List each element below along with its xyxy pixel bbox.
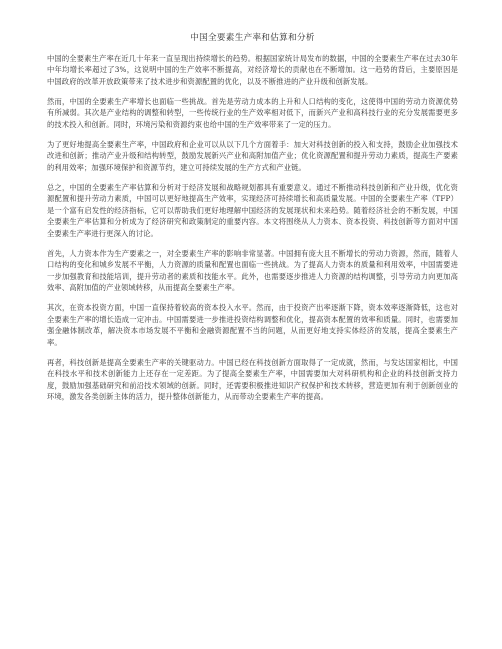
paragraph-measures: 为了更好地提高全要素生产率，中国政府和企业可以从以下几个方面着手：加大对科技创新的投入和支持，鼓励企业加强技术改进和创新；推动产业升级和结构转型，鼓励发展新兴产业和高附加值产业；优化资源配置和提升劳动力素质，提高生产要素的利用效率；加强环境保护和资源节约，建立可持续发展的生产方式和产业链。 bbox=[47, 140, 458, 172]
paragraph-human-capital: 首先，人力资本作为生产要素之一，对全要素生产率的影响非常显著。中国拥有庞大且不断增长的劳动力资源，然而，随着人口结构的变化和城乡发展不平衡，人力资源的质量和配置也面临一些挑战。为了提高人力资本的质量和利用效率，中国需要进一步加强教育和技能培训，提升劳动者的素质和技能水平。此外，也需要逐步推进人力资源的结构调整，引导劳动力向更加高效率、高附加值的产业领域转移，从而提高全要素生产率。 bbox=[47, 248, 458, 293]
paragraph-capital-investment: 其次，在资本投资方面，中国一直保持着较高的资本投入水平。然而，由于投资产出率逐渐下降，资本效率逐渐降低，这也对全要素生产率的增长造成一定冲击。中国需要进一步推进投资结构调整和优化，提高资本配置的效率和质量。同时，也需要加强金融体制改革，解决资本市场发展不平衡和金融资源配置不当的问题，从而更好地支持实体经济的发展，提高全要素生产率。 bbox=[47, 303, 458, 347]
paragraph-intro: 中国的全要素生产率在近几十年来一直呈现出持续增长的趋势。根据国家统计局发布的数据，中国的全要素生产率在过去30年中年均增长率超过了3%，这说明中国的生产效率不断提高，对经济增长的贡献也在不断增加。这一趋势的背后，主要原因是中国政府的改革开放政策带来了技术进步和资源配置的优化，以及不断推进的产业升级和创新发展。 bbox=[47, 54, 458, 86]
paragraph-innovation: 再者，科技创新是提高全要素生产率的关键驱动力。中国已经在科技创新方面取得了一定成就，然而，与发达国家相比，中国在科技水平和技术创新能力上还存在一定差距。为了提高全要素生产率，中国需要加大对科研机构和企业的科技创新支持力度，鼓励加强基础研究和前沿技术领域的创新。同时，还需要积极推进知识产权保护和技术转移，营造更加有利于创新创业的环境，激发各类创新主体的活力，提升整体创新能力，从而带动全要素生产率的提高。 bbox=[47, 357, 458, 401]
document-title: 中国全要素生产率和估算和分析 bbox=[190, 33, 315, 43]
paragraph-challenges: 然而，中国的全要素生产率增长也面临一些挑战。首先是劳动力成本的上升和人口结构的变化，这使得中国的劳动力资源优势有所减弱。其次是产业结构的调整和转型，一些传统行业的生产效率相对低下，而新兴产业和高科技行业的充分发展需要更多的技术投入和创新。同时，环境污染和资源约束也给中国的生产效率带来了一定的压力。 bbox=[47, 97, 458, 129]
paragraph-summary: 总之，中国的全要素生产率估算和分析对于经济发展和战略规划都具有重要意义。通过不断推动科技创新和产业升级，优化资源配置和提升劳动力素质，中国可以更好地提高生产效率，实现经济可持续增长和高质量发展。中国的全要素生产率（TFP）是一个富有启发性的经济指标，它可以帮助我们更好地理解中国经济的发展现状和未来趋势。随着经济社会的不断发展，中国全要素生产率估算和分析成为了经济研究和政策制定的重要内容。本文将围绕从人力资本、资本投资、科技创新等方面对中国全要素生产率进行更深入的讨论。 bbox=[47, 183, 458, 238]
